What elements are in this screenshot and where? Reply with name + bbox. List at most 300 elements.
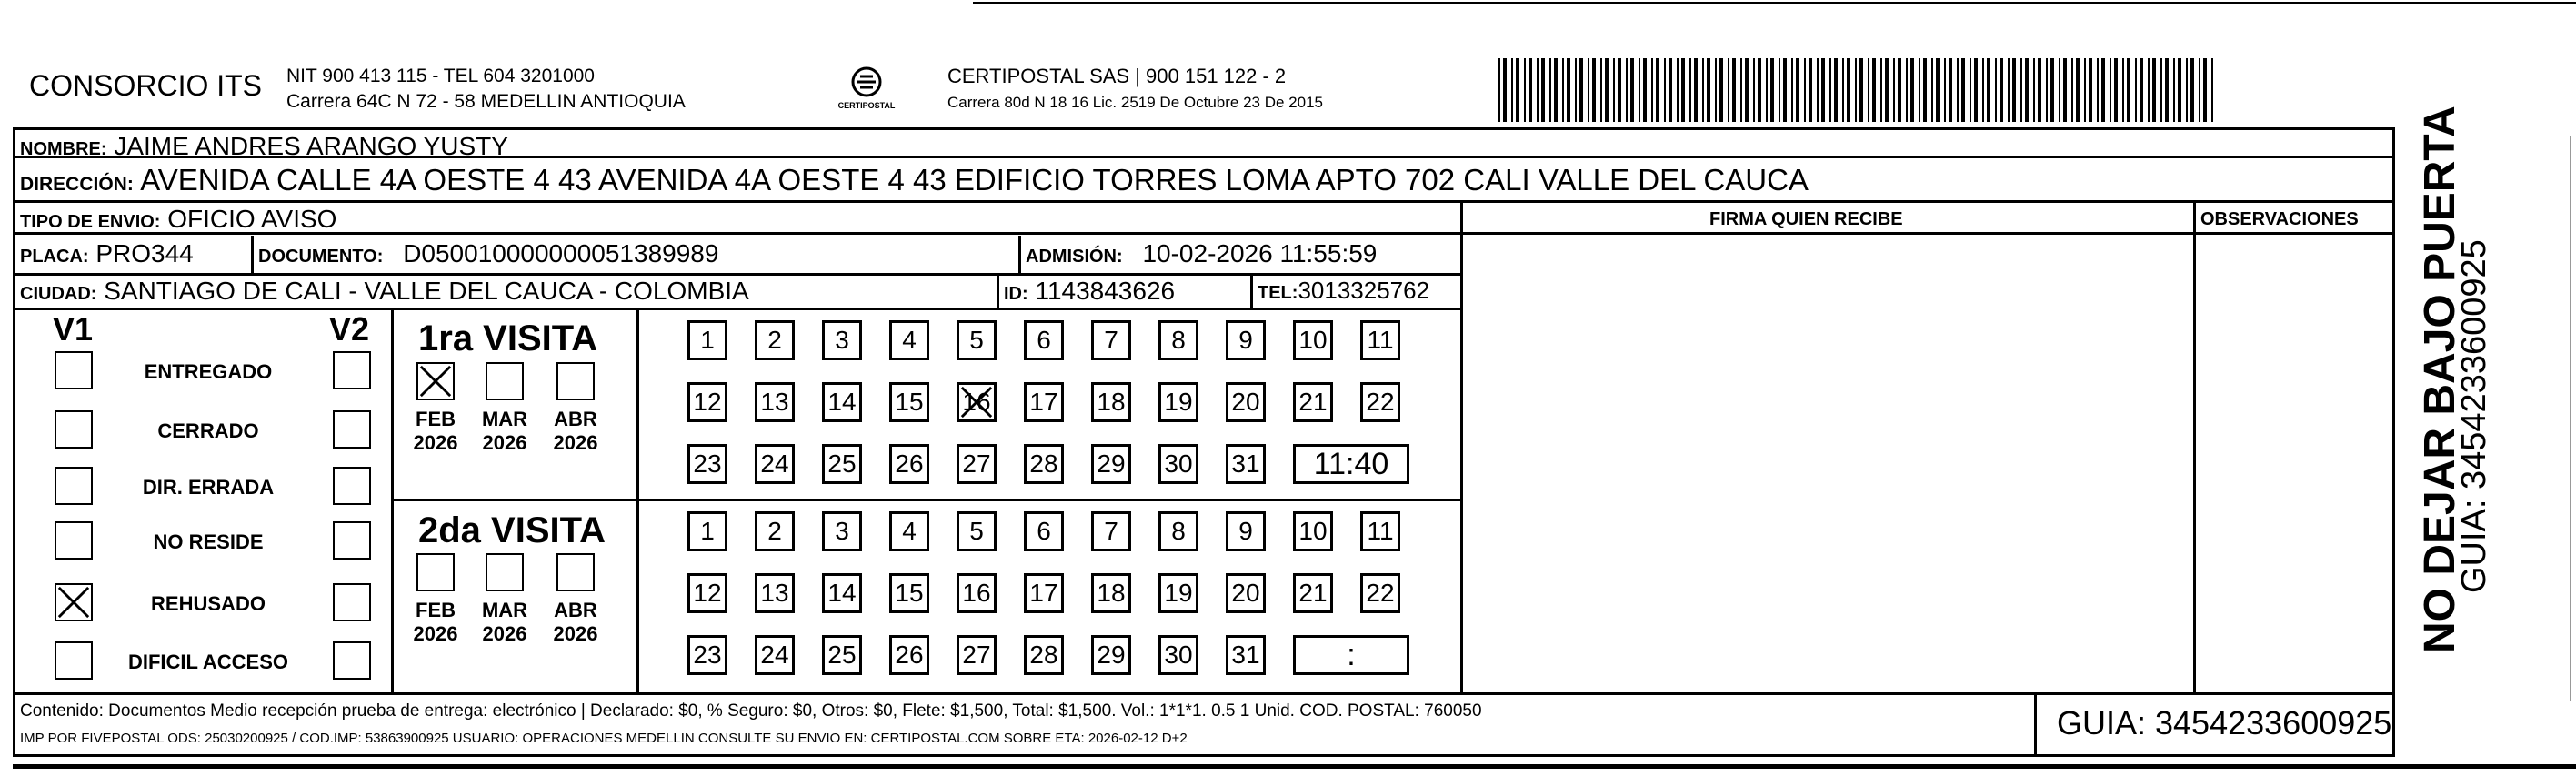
barcode-bar	[1694, 58, 1698, 122]
visit1-day-box[interactable]	[1091, 444, 1131, 484]
barcode-bar	[1643, 58, 1647, 122]
tipo-row	[20, 207, 336, 232]
barcode-bar	[1842, 58, 1844, 122]
visit2-day-number: 9	[1238, 517, 1253, 545]
barcode-bar	[2165, 58, 2169, 122]
barcode-bar	[1498, 58, 1500, 122]
visit1-day-number: 11	[1367, 326, 1394, 354]
visit2-day-box[interactable]	[1360, 573, 1400, 613]
status-v1-checkbox[interactable]	[55, 351, 93, 389]
visit2-day-box[interactable]	[1091, 511, 1131, 551]
visit1-day-number: 31	[1231, 449, 1260, 478]
tel-value: 3013325762	[1298, 277, 1430, 304]
admision-row	[1026, 241, 1377, 267]
visit2-day-box[interactable]	[957, 635, 997, 675]
bottom-edge-line	[13, 764, 2576, 769]
barcode-bar	[1524, 58, 1526, 122]
visit1-day-number: 4	[902, 326, 917, 354]
visit2-day-number: 31	[1231, 641, 1260, 669]
visit1-day-number: 6	[1037, 326, 1051, 354]
barcode-bar	[1592, 58, 1596, 122]
visit1-day-box[interactable]	[1091, 382, 1131, 422]
visit2-month-checkbox[interactable]	[556, 553, 595, 591]
documento-value: D050010000000051389989	[403, 239, 719, 267]
visit1-day-box[interactable]	[889, 444, 929, 484]
barcode-bar	[1719, 58, 1723, 122]
carrier-address: Carrera 80d N 18 16 Lic. 2519 De Octubre 23 De 2015	[947, 94, 1323, 111]
nombre-label: NOMBRE:	[20, 139, 107, 159]
row-line	[13, 308, 1463, 310]
barcode-bar	[1974, 58, 1978, 122]
check-x-icon	[56, 585, 91, 620]
visit2-day-number: 1	[700, 517, 715, 545]
barcode-bar	[1893, 58, 1895, 122]
barcode-bar	[2173, 58, 2175, 122]
visit1-day-box[interactable]	[822, 444, 862, 484]
visit2-day-number: 3	[835, 517, 849, 545]
barcode-bar	[1651, 58, 1653, 122]
barcode-bar	[1669, 58, 1672, 122]
barcode-bar	[1931, 58, 1933, 122]
barcode-bar	[1949, 58, 1952, 122]
footer-contenido: Contenido: Documentos Medio recepción prueba de entrega: electrónico | Declarado: $0, % Seguro: $0, Otros: $0, Flete: $1,500, Total: $1,500. Vol.: 1*1*1. 0.5 1 Unid. COD. POSTAL: 760050	[20, 701, 1482, 721]
barcode-bar	[1732, 58, 1736, 122]
visit2-month-label: ABR	[554, 599, 597, 621]
barcode-bar	[1936, 58, 1940, 122]
barcode-bar	[1898, 58, 1901, 122]
visit1-day-number: 15	[895, 388, 924, 416]
visit2-day-number: 17	[1029, 579, 1058, 607]
barcode-bar	[2110, 58, 2111, 122]
col-line	[2193, 200, 2196, 692]
col-line	[251, 236, 254, 273]
visit2-day-number: 14	[827, 579, 857, 607]
barcode-bar	[1740, 58, 1742, 122]
visit1-month-checkbox[interactable]	[486, 362, 524, 400]
status-label: CERRADO	[157, 419, 259, 442]
visit1-day-number: 13	[760, 388, 789, 416]
barcode-bar	[1511, 58, 1513, 122]
barcode-bar	[2050, 58, 2054, 122]
barcode-bar	[2012, 58, 2016, 122]
visit1-day-number: 25	[827, 449, 857, 478]
visit1-time-value: 11:40	[1313, 446, 1389, 481]
visit2-day-box[interactable]	[822, 511, 862, 551]
visit2-month-checkbox[interactable]	[486, 553, 524, 591]
visit1-month-label: MAR	[481, 408, 528, 430]
visit2-day-box[interactable]	[1293, 511, 1333, 551]
id-label: ID:	[1004, 284, 1028, 304]
barcode-bar	[1677, 58, 1679, 122]
visit2-day-number: 5	[969, 517, 984, 545]
visit1-day-number: 19	[1164, 388, 1193, 416]
visit2-day-box[interactable]	[1360, 511, 1400, 551]
visit2-day-number: 27	[962, 641, 991, 669]
visit1-day-box[interactable]	[1158, 382, 1198, 422]
barcode-bar	[2063, 58, 2067, 122]
documento-row	[258, 241, 718, 267]
placa-value: PRO344	[95, 239, 194, 267]
certipostal-logo	[832, 62, 901, 116]
visit2-day-box[interactable]	[957, 573, 997, 613]
visit2-day-box[interactable]	[1024, 511, 1064, 551]
visit2-day-box[interactable]	[687, 635, 727, 675]
visit1-day-box[interactable]	[755, 382, 795, 422]
barcode-bar	[1834, 58, 1838, 122]
direccion-row	[20, 165, 1809, 195]
barcode-bar	[1753, 58, 1755, 122]
status-v2-checkbox[interactable]	[333, 410, 371, 449]
top-edge-line	[973, 2, 2576, 4]
visit2-day-box[interactable]	[1024, 573, 1064, 613]
barcode-bar	[1872, 58, 1876, 122]
visit1-day-number: 9	[1238, 326, 1253, 354]
visit1-day-number: 7	[1104, 326, 1118, 354]
company-nit: NIT 900 413 115 - TEL 604 3201000	[286, 66, 595, 86]
barcode-bar	[1885, 58, 1889, 122]
visit1-day-number: 2	[767, 326, 782, 354]
barcode-bar	[1728, 58, 1729, 122]
visit2-day-box[interactable]	[822, 635, 862, 675]
visit1-month-year: 2026	[553, 431, 598, 454]
barcode-bar	[1796, 58, 1799, 122]
nombre-row	[20, 134, 508, 159]
barcode-bar	[2071, 58, 2073, 122]
barcode-bar	[1630, 58, 1634, 122]
logo-text: CERTIPOSTAL	[837, 101, 896, 110]
barcode-bar	[1817, 58, 1819, 122]
visit1-day-box[interactable]	[1293, 320, 1333, 360]
status-label: DIR. ERRADA	[142, 476, 275, 499]
status-v1-checkbox[interactable]	[55, 467, 93, 505]
barcode-bar	[1588, 58, 1589, 122]
visit2-day-box[interactable]	[755, 511, 795, 551]
barcode-bar	[1919, 58, 1920, 122]
visit2-month-year: 2026	[413, 622, 458, 645]
visit2-day-box[interactable]	[687, 573, 727, 613]
barcode-bar	[2114, 58, 2118, 122]
visit2-day-box[interactable]	[1091, 635, 1131, 675]
barcode-bar	[1503, 58, 1507, 122]
tel-row	[1258, 278, 1429, 302]
check-x-icon	[959, 385, 994, 419]
visit1-day-number: 3	[835, 326, 849, 354]
visit2-day-number: 16	[962, 579, 991, 607]
status-label: NO RESIDE	[153, 530, 264, 553]
barcode-bar	[1554, 58, 1558, 122]
status-label: ENTREGADO	[144, 360, 273, 383]
visit1-day-number: 30	[1164, 449, 1193, 478]
visit1-day-box[interactable]	[1226, 382, 1266, 422]
direccion-value: AVENIDA CALLE 4A OESTE 4 43 AVENIDA 4A OESTE 4 43 EDIFICIO TORRES LOMA APTO 702 CALI VALLE DEL CAUCA	[140, 163, 1809, 197]
barcode-bar	[1910, 58, 1914, 122]
barcode-bar	[1664, 58, 1666, 122]
barcode-bar	[1829, 58, 1831, 122]
visit-divider	[391, 499, 1463, 501]
barcode-bar	[1758, 58, 1761, 122]
barcode-bar	[1809, 58, 1812, 122]
visit2-day-box[interactable]	[687, 511, 727, 551]
barcode-bar	[2160, 58, 2162, 122]
visit2-day-number: 23	[693, 641, 722, 669]
visit2-day-number: 19	[1164, 579, 1193, 607]
visit2-day-number: 30	[1164, 641, 1193, 669]
barcode-bar	[1961, 58, 1965, 122]
visit1-day-number: 16	[962, 388, 991, 416]
visit1-day-box[interactable]	[1024, 444, 1064, 484]
barcode-bar	[1567, 58, 1570, 122]
visit2-time-value: :	[1347, 637, 1356, 672]
visit1-day-number: 29	[1097, 449, 1126, 478]
status-v2-checkbox[interactable]	[333, 583, 371, 621]
visit2-month-year: 2026	[553, 622, 598, 645]
barcode-bar	[2038, 58, 2041, 122]
visit2-day-box[interactable]	[755, 573, 795, 613]
barcode-bar	[1575, 58, 1577, 122]
visit2-day-number: 25	[827, 641, 857, 669]
visit1-day-box[interactable]	[1226, 320, 1266, 360]
visit2-day-number: 15	[895, 579, 924, 607]
col-line	[2034, 692, 2037, 757]
barcode-bar	[1779, 58, 1780, 122]
visit2-day-box[interactable]	[1158, 573, 1198, 613]
visit1-day-number: 1	[700, 326, 715, 354]
ciudad-value: SANTIAGO DE CALI - VALLE DEL CAUCA - COLOMBIA	[104, 277, 749, 305]
barcode-bar	[2046, 58, 2048, 122]
visit1-day-number: 10	[1298, 326, 1328, 354]
barcode-bar	[1923, 58, 1927, 122]
status-v1-checkbox[interactable]	[55, 521, 93, 560]
barcode-bar	[1804, 58, 1806, 122]
visit1-day-box[interactable]	[957, 382, 997, 422]
visit1-day-box[interactable]	[957, 320, 997, 360]
barcode-bar	[1847, 58, 1850, 122]
visit1-day-box[interactable]	[755, 444, 795, 484]
footer-guia: GUIA: 3454233600925	[2057, 704, 2392, 742]
barcode-bar	[2140, 58, 2143, 122]
status-v2-checkbox[interactable]	[333, 467, 371, 505]
visit1-day-number: 24	[760, 449, 789, 478]
row-line	[13, 200, 2395, 203]
visit2-day-number: 10	[1298, 517, 1328, 545]
barcode-bar	[2097, 58, 2099, 122]
footer-imp: IMP POR FIVEPOSTAL ODS: 25030200925 / COD.IMP: 53863900925 USUARIO: OPERACIONES MEDELLIN CONSULTE SU ENVIO EN: CERTIPOSTAL.COM SOBRE ETA: 2026-02-12 D+2	[20, 731, 1188, 746]
visit1-month-checkbox[interactable]	[556, 362, 595, 400]
barcode-bar	[2186, 58, 2188, 122]
barcode-bar	[2148, 58, 2150, 122]
visit1-day-number: 27	[962, 449, 991, 478]
visit1-day-number: 26	[895, 449, 924, 478]
barcode-bar	[2101, 58, 2105, 122]
right-edge-line	[2570, 136, 2571, 701]
visit2-day-box[interactable]	[1226, 635, 1266, 675]
barcode-bar	[1995, 58, 1997, 122]
visit2-day-number: 11	[1367, 517, 1394, 545]
visit1-day-box[interactable]	[822, 320, 862, 360]
barcode-bar	[2025, 58, 2029, 122]
visit1-day-box[interactable]	[687, 382, 727, 422]
row-line	[13, 273, 1463, 276]
barcode-bar	[1656, 58, 1659, 122]
barcode-bar	[2203, 58, 2207, 122]
visit2-day-number: 20	[1231, 579, 1260, 607]
visit2-month-checkbox[interactable]	[416, 553, 455, 591]
status-v2-checkbox[interactable]	[333, 641, 371, 680]
visit2-day-box[interactable]	[822, 573, 862, 613]
barcode-bar	[1868, 58, 1869, 122]
barcode-bar	[1880, 58, 1882, 122]
visit1-day-number: 18	[1097, 388, 1126, 416]
visit1-day-box[interactable]	[755, 320, 795, 360]
v1-label: V1	[53, 310, 94, 348]
visit2-day-box[interactable]	[1024, 635, 1064, 675]
visit2-time-box[interactable]	[1293, 635, 1409, 675]
visit1-day-box[interactable]	[822, 382, 862, 422]
barcode-bar	[2127, 58, 2130, 122]
visit2-day-number: 22	[1366, 579, 1395, 607]
visit1-day-box[interactable]	[1360, 382, 1400, 422]
visit2-day-number: 8	[1171, 517, 1186, 545]
barcode-bar	[1613, 58, 1615, 122]
status-v1-checkbox[interactable]	[55, 583, 93, 621]
company-address: Carrera 64C N 72 - 58 MEDELLIN ANTIOQUIA	[286, 91, 686, 112]
visit2-day-box[interactable]	[957, 511, 997, 551]
barcode-bar	[1689, 58, 1691, 122]
visit1-day-box[interactable]	[1360, 320, 1400, 360]
barcode-bar	[1529, 58, 1532, 122]
visit1-day-box[interactable]	[1091, 320, 1131, 360]
visit1-month-year: 2026	[413, 431, 458, 454]
visit1-day-number: 17	[1029, 388, 1058, 416]
barcode-bar	[2033, 58, 2035, 122]
visit2-day-number: 7	[1104, 517, 1118, 545]
col-line	[1018, 236, 1021, 273]
visit1-time-box[interactable]	[1293, 444, 1409, 484]
barcode-bar	[1541, 58, 1545, 122]
placa-row	[20, 241, 194, 267]
id-row	[1004, 278, 1175, 304]
visit1-day-box[interactable]	[687, 444, 727, 484]
ciudad-row	[20, 278, 749, 304]
visit2-day-number: 21	[1298, 579, 1328, 607]
visit1-day-number: 23	[693, 449, 722, 478]
barcode-bar	[1821, 58, 1825, 122]
barcode-bar	[1516, 58, 1519, 122]
visit1-day-box[interactable]	[1158, 444, 1198, 484]
visit2-day-box[interactable]	[889, 635, 929, 675]
visit1-day-box[interactable]	[889, 382, 929, 422]
visit2-day-box[interactable]	[1226, 511, 1266, 551]
side-warning: NO DEJAR BAJO PUERTA	[2416, 106, 2464, 653]
barcode-bar	[1859, 58, 1863, 122]
visit2-day-box[interactable]	[889, 511, 929, 551]
barcode-bar	[1639, 58, 1640, 122]
barcode-bar	[2122, 58, 2124, 122]
visit1-day-number: 14	[827, 388, 857, 416]
visit2-day-number: 2	[767, 517, 782, 545]
visit2-month-label: MAR	[481, 599, 528, 621]
visit2-day-box[interactable]	[1293, 573, 1333, 613]
visit1-day-number: 8	[1171, 326, 1186, 354]
barcode-bar	[2211, 58, 2213, 122]
visit2-day-box[interactable]	[1226, 573, 1266, 613]
barcode-bar	[1605, 58, 1609, 122]
visit2-day-box[interactable]	[1158, 511, 1198, 551]
ciudad-label: CIUDAD:	[20, 284, 97, 304]
barcode-bar	[1783, 58, 1787, 122]
check-x-icon	[418, 364, 453, 399]
admision-label: ADMISIÓN:	[1026, 247, 1123, 267]
visit1-day-box[interactable]	[889, 320, 929, 360]
placa-label: PLACA:	[20, 247, 89, 267]
visit2-month-label: FEB	[416, 599, 456, 621]
visit2-day-box[interactable]	[1158, 635, 1198, 675]
barcode-bar	[1791, 58, 1793, 122]
visit2-day-box[interactable]	[889, 573, 929, 613]
barcode-bar	[2190, 58, 2194, 122]
tel-label: TEL:	[1258, 283, 1298, 303]
barcode-bar	[1944, 58, 1946, 122]
visit1-day-box[interactable]	[1293, 382, 1333, 422]
visit1-day-box[interactable]	[687, 320, 727, 360]
v2-label: V2	[329, 310, 370, 348]
visit1-day-box[interactable]	[1024, 382, 1064, 422]
col-line	[636, 308, 639, 692]
visit1-day-box[interactable]	[957, 444, 997, 484]
visit2-day-number: 13	[760, 579, 789, 607]
barcode-bar	[1562, 58, 1564, 122]
status-v2-checkbox[interactable]	[333, 351, 371, 389]
barcode-bar	[2084, 58, 2086, 122]
barcode	[1498, 58, 2215, 122]
visit1-month-year: 2026	[482, 431, 527, 454]
visit1-day-number: 12	[693, 388, 722, 416]
visit2-day-number: 24	[760, 641, 789, 669]
visit1-month-label: FEB	[416, 408, 456, 430]
row-line	[1460, 232, 2395, 235]
visit1-day-box[interactable]	[1158, 320, 1198, 360]
direccion-label: DIRECCIÓN:	[20, 174, 134, 195]
barcode-bar	[1770, 58, 1774, 122]
visit2-day-number: 18	[1097, 579, 1126, 607]
barcode-bar	[2008, 58, 2010, 122]
barcode-bar	[2135, 58, 2137, 122]
nombre-value: JAIME ANDRES ARANGO YUSTY	[114, 132, 508, 160]
visit2-day-number: 12	[693, 579, 722, 607]
status-label: REHUSADO	[151, 592, 266, 615]
visit2-day-number: 26	[895, 641, 924, 669]
barcode-bar	[1702, 58, 1704, 122]
visit1-day-box[interactable]	[1024, 320, 1064, 360]
visit1-day-number: 5	[969, 326, 984, 354]
barcode-bar	[2059, 58, 2060, 122]
visit2-day-box[interactable]	[755, 635, 795, 675]
barcode-bar	[1579, 58, 1583, 122]
barcode-bar	[2152, 58, 2156, 122]
barcode-bar	[1537, 58, 1539, 122]
status-v2-checkbox[interactable]	[333, 521, 371, 560]
barcode-bar	[2199, 58, 2200, 122]
visit1-month-checkbox[interactable]	[416, 362, 455, 400]
visit2-day-box[interactable]	[1091, 573, 1131, 613]
visit1-title: 1ra VISITA	[418, 318, 598, 358]
status-v1-checkbox[interactable]	[55, 641, 93, 680]
visit1-day-box[interactable]	[1226, 444, 1266, 484]
visit1-day-number: 20	[1231, 388, 1260, 416]
status-v1-checkbox[interactable]	[55, 410, 93, 449]
visit1-day-number: 28	[1029, 449, 1058, 478]
barcode-bar	[2089, 58, 2092, 122]
